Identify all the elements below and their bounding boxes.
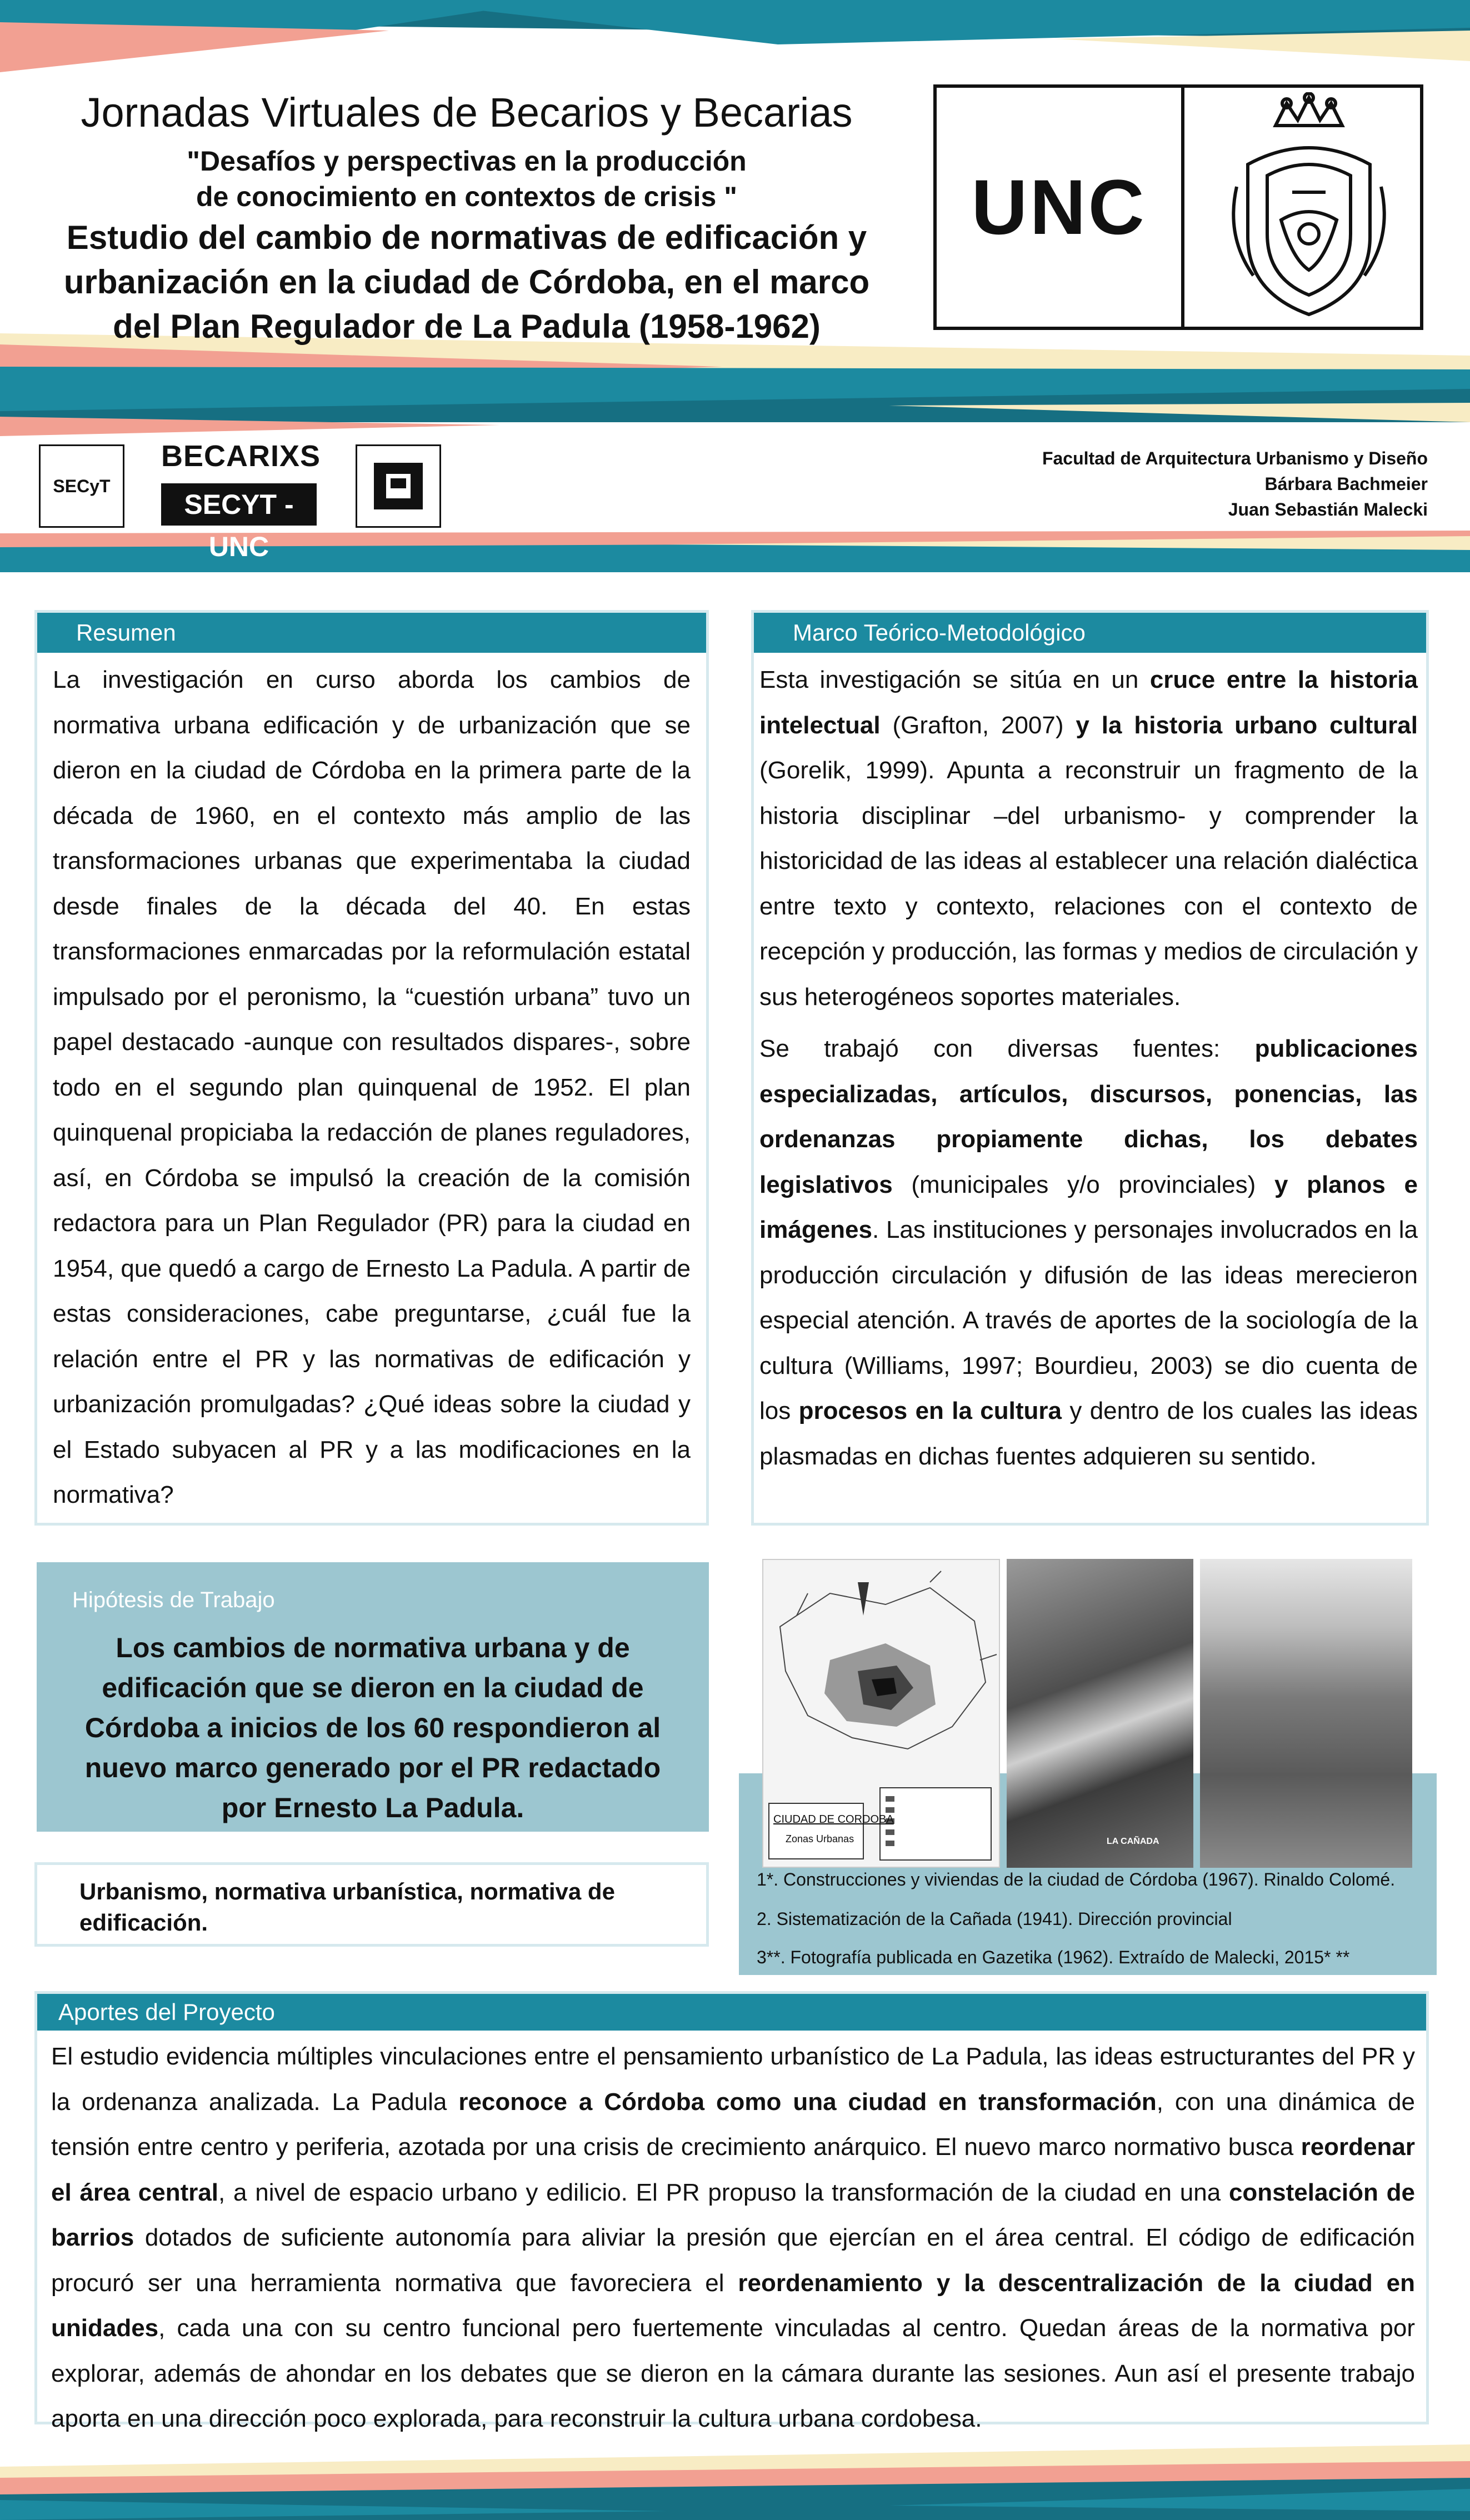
- author-name: Juan Sebastián Malecki: [1228, 499, 1428, 519]
- figure-caption: 1*. Construcciones y viviendas de la ciudad de Córdoba (1967). Rinaldo Colomé.: [757, 1869, 1396, 1889]
- text-run: , con una dinámica de tensión entre centro y periferia, azotada por una crisis de crecimiento anárquico. El nuevo marco normativo busca: [51, 2088, 1415, 2161]
- footer-decoration: [0, 2444, 1470, 2520]
- section-heading: Aportes del Proyecto: [37, 1994, 1426, 2031]
- unc-wordmark: UNC: [971, 163, 1147, 251]
- map-subtitle: Zonas Urbanas: [786, 1833, 854, 1844]
- project-title: [39, 216, 894, 349]
- emphasis-text: reordenamiento y la descentralización de la ciudad en unidades: [51, 2269, 1415, 2342]
- becarixs-logo: BECARIXS: [161, 439, 321, 473]
- emphasis-text: y la historia urbano cultural: [1076, 711, 1418, 739]
- hipotesis-text: Los cambios de normativa urbana y de edificación que se dieron en la ciudad de Córdoba a inicios de los 60 respondieron al nuevo marco generado por el PR redactado por Ernesto La Padula.: [84, 1632, 661, 1823]
- unc-logo: [933, 84, 1423, 330]
- photo-label: LA CAÑADA: [1107, 1837, 1159, 1846]
- section-heading: Marco Teórico-Metodológico: [754, 613, 1426, 653]
- project-title-line: del Plan Regulador de La Padula (1958-1962): [113, 308, 821, 345]
- map-title: CIUDAD DE CORDOBA: [773, 1813, 894, 1826]
- text-run: . Las instituciones y personajes involucrados en la producción circulación y difusión de las ideas merecieron especial atención. A través de aportes de la sociología de la cultura (Williams, 1997; Bourdieu, 2003) se dio cuenta de los: [759, 1216, 1418, 1424]
- text-run: dotados de suficiente autonomía para aliviar la presión que ejercían en el área central. El código de edificación procuró ser una herramienta normativa que favoreciera el: [51, 2224, 1415, 2297]
- aportes-text: [51, 2034, 1415, 2442]
- resumen-text: La investigación en curso aborda los cambios de normativa urbana edificación y de urbanización que se dieron en la ciudad de Córdoba en la primera parte de la década de 1960, en el contexto más amplio de las transformaciones urbanas que experimentaba la ciudad desde finales de la década del 40. En estas transformaciones enmarcadas por la reformulación estatal impulsado por el peronismo, la “cuestión urbana” tuvo un papel destacado -aunque con resultados dispares-, sobre todo en el segundo plan quinquenal de 1952. El plan quinquenal propiciaba la redacción de planes reguladores, así, en Córdoba se impulsó la creación de la comisión redactora para un Plan Regulador (PR) para la ciudad en 1954, que quedó a cargo de Ernesto La Padula. A partir de estas consideraciones, cabe preguntarse, ¿cuál fue la relación entre el PR y las normativas de edificación y urbanización promulgadas? ¿Qué ideas sobre la ciudad y el Estado subyacen al PR y a las modificaciones en la normativa?: [53, 666, 691, 1508]
- marco-section: [751, 610, 1429, 1526]
- affiliation-block: [889, 446, 1428, 522]
- text-run: Se trabajó con diversas fuentes:: [759, 1035, 1255, 1062]
- event-subtitle: [39, 143, 894, 214]
- canada-aerial-photo: [1007, 1559, 1193, 1868]
- emphasis-text: reordenar el área central: [51, 2133, 1415, 2206]
- emphasis-text: y planos e imágenes: [759, 1171, 1418, 1243]
- emphasis-text: publicaciones especializadas, artículos, discursos, ponencias, las ordenanzas propiamente dichas, los debates legislativos: [759, 1035, 1418, 1198]
- faud-logo: [356, 444, 441, 528]
- unc-coat-of-arms-icon: [1214, 92, 1403, 326]
- text-run: , cada una con su centro funcional pero fuertemente vinculadas al centro. Quedan áreas de la normativa por explorar, además de ahondar en los debates que se dieron en la cámara durante las sesiones. Aun así el presente trabajo aporta en una dirección poco explorada, para reconstruir la cultura urbana cordobesa.: [51, 2314, 1415, 2432]
- aportes-section: [34, 1991, 1429, 2432]
- section-heading: Hipótesis de Trabajo: [72, 1588, 275, 1612]
- text-run: (Gorelik, 1999). Apunta a reconstruir un fragmento de la historia disciplinar –del urbanismo- y comprender la historicidad de las ideas al establecer una relación dialéctica entre texto y contexto, relaciones con el contexto de recepción y producción, las formas y medios de circulación y sus heterogéneos soportes materiales.: [759, 757, 1418, 1011]
- hipotesis-section: [37, 1562, 709, 1832]
- text-run: Esta investigación se sitúa en un: [759, 666, 1150, 693]
- section-heading: Resumen: [37, 613, 706, 653]
- marco-paragraph: [759, 1026, 1418, 1479]
- text-run: El estudio evidencia múltiples vinculaciones entre el pensamiento urbanístico de La Padula, las ideas estructurantes del PR y la ordenanza analizada. La Padula: [51, 2043, 1415, 2116]
- secyt-logo: SECyT: [39, 444, 124, 528]
- logo-divider: [1181, 88, 1184, 327]
- author-name: Bárbara Bachmeier: [1264, 474, 1428, 494]
- keywords-section: [34, 1862, 709, 1947]
- marco-paragraph: [759, 657, 1418, 1019]
- text-run: , a nivel de espacio urbano y edilicio. El PR propuso la transformación de la ciudad en una: [218, 2178, 1229, 2206]
- faculty-name: Facultad de Arquitectura Urbanismo y Diseño: [1042, 448, 1428, 468]
- text-run: (municipales y/o provinciales): [892, 1171, 1274, 1198]
- subtitle-line: de conocimiento en contextos de crisis ": [196, 181, 737, 212]
- figure-caption: 3**. Fotografía publicada en Gazetika (1962). Extraído de Malecki, 2015* **: [757, 1947, 1350, 1967]
- figure-caption: 2. Sistematización de la Cañada (1941). Dirección provincial: [757, 1909, 1232, 1929]
- emphasis-text: reconoce a Córdoba como una ciudad en transformación: [458, 2088, 1157, 2116]
- project-title-line: Estudio del cambio de normativas de edificación y: [66, 219, 867, 256]
- emphasis-text: constelación de barrios: [51, 2178, 1416, 2251]
- project-title-line: urbanización en la ciudad de Córdoba, en el marco: [63, 263, 870, 301]
- emphasis-text: procesos en la cultura: [798, 1397, 1062, 1424]
- secyt-unc-logo: SECYT -UNC: [161, 483, 317, 526]
- text-run: y dentro de los cuales las ideas plasmadas en dichas fuentes adquieren su sentido.: [759, 1397, 1418, 1470]
- resumen-section: [34, 610, 709, 1526]
- emphasis-text: cruce entre la historia intelectual: [759, 666, 1418, 739]
- subtitle-line: "Desafíos y perspectivas en la producción: [187, 146, 747, 177]
- faud-emblem-icon: [357, 446, 439, 526]
- event-title: Jornadas Virtuales de Becarios y Becarias: [81, 89, 853, 136]
- city-zoning-map-image: [762, 1559, 1000, 1868]
- city-aerial-photo: [1200, 1559, 1412, 1868]
- text-run: (Grafton, 2007): [880, 711, 1076, 739]
- keywords-text: Urbanismo, normativa urbanística, normativa de edificación.: [79, 1878, 615, 1936]
